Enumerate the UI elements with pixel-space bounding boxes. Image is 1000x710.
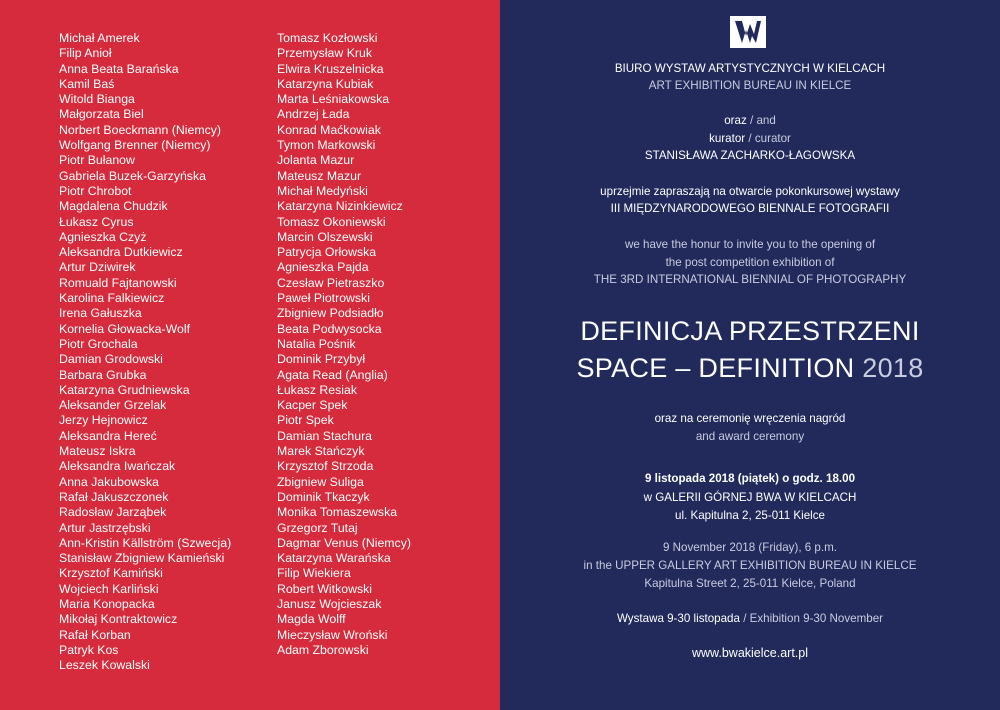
invitation-panel <box>500 0 1000 710</box>
artist-name: Zbigniew Suliga <box>277 474 364 489</box>
artist-name: Magda Wolff <box>277 612 346 627</box>
artist-name: Mateusz Iskra <box>59 444 136 459</box>
address-en: Kapitulna Street 2, 25-011 Kielce, Poland <box>644 577 856 590</box>
and-en: / and <box>750 114 776 127</box>
artist-name: Tomasz Kozłowski <box>277 31 378 45</box>
artist-name: Mateusz Mazur <box>277 168 362 183</box>
artist-name: Stanisław Zbigniew Kamieński <box>59 551 225 566</box>
artist-name: Katarzyna Kubiak <box>277 76 374 91</box>
artist-name: Mieczysław Wroński <box>277 627 388 642</box>
artist-name: Małgorzata Biel <box>59 107 144 122</box>
invite-pl-line-1: uprzejmie zapraszają na otwarcie pokonkursowej wystawy <box>600 185 900 198</box>
exhibition-dates-pl: Wystawa 9-30 listopada <box>616 612 740 625</box>
artist-name: Filip Anioł <box>59 46 112 61</box>
artist-name: Kornelia Głowacka-Wolf <box>59 321 190 336</box>
artist-name: Jerzy Hejnowicz <box>59 413 148 428</box>
invite-en-line-1: we have the honur to invite you to the opening of <box>624 238 876 251</box>
artist-name: Łukasz Cyrus <box>59 214 134 229</box>
artist-name: Tomasz Okoniewski <box>277 214 386 229</box>
date-en: 9 November 2018 (Friday), 6 p.m. <box>663 541 837 554</box>
artist-name: Monika Tomaszewska <box>277 505 398 520</box>
website-link[interactable]: www.bwakielce.art.pl <box>691 646 808 660</box>
artist-name: Elwira Kruszelnicka <box>277 61 384 76</box>
invite-pl-line-2: III MIĘDZYNARODOWEGO BIENNALE FOTOGRAFII <box>610 202 890 215</box>
artist-name: Maria Konopacka <box>59 596 155 611</box>
artist-name: Magdalena Chudzik <box>59 199 168 214</box>
artist-name: Rafał Jakuszczonek <box>59 489 169 504</box>
artist-name: Łukasz Resiak <box>277 382 357 397</box>
artist-name: Romuald Fajtanowski <box>59 275 177 290</box>
artist-name: Agnieszka Pajda <box>277 260 369 275</box>
invite-en-line-2: the post competition exhibition of <box>665 256 835 269</box>
artist-name: Agata Read (Anglia) <box>277 367 388 382</box>
artist-name: Aleksandra Hereć <box>59 428 157 443</box>
artist-name: Aleksandra Dutkiewicz <box>59 245 183 260</box>
artist-name: Aleksandra Iwańczak <box>59 459 176 474</box>
artist-name: Ann-Kristin Källström (Szwecja) <box>59 535 232 550</box>
artist-name: Kamil Baś <box>59 76 115 91</box>
artist-name: Barbara Grubka <box>59 367 147 382</box>
artist-name: Piotr Grochala <box>59 336 138 351</box>
artist-name: Aleksander Grzelak <box>59 398 167 413</box>
artist-name: Katarzyna Nizinkiewicz <box>277 199 403 214</box>
artist-name: Anna Beata Barańska <box>59 61 179 76</box>
exhibition-year: 2018 <box>862 353 924 383</box>
artist-name: Przemysław Kruk <box>277 46 372 61</box>
organizer-en: ART EXHIBITION BUREAU IN KIELCE <box>648 79 852 92</box>
artist-name: Artur Jastrzębski <box>59 520 151 535</box>
ceremony-pl: oraz na ceremonię wręczenia nagród <box>654 412 846 425</box>
artist-name: Kacper Spek <box>277 398 348 413</box>
ceremony-en: and award ceremony <box>695 430 805 443</box>
artist-name: Grzegorz Tutaj <box>277 520 358 535</box>
artist-name: Janusz Wojcieszak <box>277 596 382 611</box>
artist-name: Tymon Markowski <box>277 138 376 153</box>
exhibition-dates-en: / Exhibition 9-30 November <box>743 612 884 625</box>
artist-name: Karolina Falkiewicz <box>59 291 165 306</box>
artist-name: Krzysztof Strzoda <box>277 459 374 474</box>
artist-name: Dominik Przybył <box>277 352 366 367</box>
artist-name: Zbigniew Podsiadło <box>277 306 384 321</box>
artist-name: Witold Bianga <box>59 92 135 107</box>
bwa-logo-icon <box>730 16 766 48</box>
artist-name: Michał Medyński <box>277 183 368 198</box>
curator-name: STANISŁAWA ZACHARKO-ŁAGOWSKA <box>644 149 856 162</box>
artist-name: Konrad Maćkowiak <box>277 122 381 137</box>
artist-name: Dagmar Venus (Niemcy) <box>277 535 411 550</box>
exhibition-title-pl: DEFINICJA PRZESTRZENI <box>580 316 920 346</box>
and-line <box>500 112 1000 129</box>
artist-name: Wojciech Karliński <box>59 581 159 596</box>
artist-name: Damian Stachura <box>277 428 373 443</box>
artist-name: Leszek Kowalski <box>59 658 150 673</box>
invite-en-line-3: THE 3RD INTERNATIONAL BIENNIAL OF PHOTOGRAPHY <box>593 273 907 286</box>
curator-en: / curator <box>748 132 791 145</box>
artist-name: Patryk Kos <box>59 642 119 657</box>
artist-name: Dominik Tkaczyk <box>277 489 370 504</box>
artist-name: Agnieszka Czyż <box>59 229 147 244</box>
curator-pl: kurator <box>709 132 746 145</box>
artist-name: Andrzej Łada <box>277 107 350 122</box>
date-pl: 9 listopada 2018 (piątek) o godz. 18.00 <box>644 472 856 485</box>
exhibition-title-en: SPACE – DEFINITION <box>576 353 855 383</box>
artist-name: Norbert Boeckmann (Niemcy) <box>59 122 221 137</box>
artists-list-column-1 <box>59 31 231 673</box>
artist-name: Rafał Korban <box>59 627 131 642</box>
exhibition-dates-line <box>500 610 1000 627</box>
address-pl: ul. Kapitulna 2, 25-011 Kielce <box>675 509 825 522</box>
exhibition-title-en-line <box>500 350 1000 387</box>
artist-name: Natalia Pośnik <box>277 336 356 351</box>
artist-name: Gabriela Buzek-Garzyńska <box>59 168 206 183</box>
artist-name: Mikołaj Kontraktowicz <box>59 612 178 627</box>
artist-name: Katarzyna Warańska <box>277 551 391 566</box>
venue-pl: w GALERII GÓRNEJ BWA W KIELCACH <box>643 491 857 504</box>
artist-name: Krzysztof Kamiński <box>59 566 163 581</box>
artist-name: Patrycja Orłowska <box>277 245 377 260</box>
artist-name: Piotr Chrobot <box>59 183 132 198</box>
venue-en: in the UPPER GALLERY ART EXHIBITION BUREAU IN KIELCE <box>583 559 917 572</box>
artist-name: Wolfgang Brenner (Niemcy) <box>59 138 211 153</box>
artist-name: Adam Zborowski <box>277 642 369 657</box>
artist-name: Jolanta Mazur <box>277 153 355 168</box>
curator-line <box>500 130 1000 147</box>
artist-name: Piotr Spek <box>277 413 334 428</box>
and-pl: oraz <box>724 114 747 127</box>
artist-name: Marta Leśniakowska <box>277 92 390 107</box>
artist-name: Piotr Bułanow <box>59 153 135 168</box>
artist-name: Robert Witkowski <box>277 581 372 596</box>
artist-name: Damian Grodowski <box>59 352 163 367</box>
artist-name: Artur Dziwirek <box>59 260 136 275</box>
artists-list-column-2 <box>277 31 411 658</box>
artist-name: Marcin Olszewski <box>277 229 373 244</box>
artist-name: Radosław Jarząbek <box>59 505 167 520</box>
artist-name: Filip Wiekiera <box>277 566 351 581</box>
artist-name: Irena Gałuszka <box>59 306 142 321</box>
artist-name: Paweł Piotrowski <box>277 291 370 306</box>
artist-name: Beata Podwysocka <box>277 321 382 336</box>
artist-name: Katarzyna Grudniewska <box>59 382 190 397</box>
organizer-pl: BIURO WYSTAW ARTYSTYCZNYCH W KIELCACH <box>614 62 886 75</box>
artist-name: Marek Stańczyk <box>277 444 365 459</box>
artist-name: Czesław Pietraszko <box>277 275 385 290</box>
artist-name: Michał Amerek <box>59 31 140 45</box>
artist-name: Anna Jakubowska <box>59 474 159 489</box>
